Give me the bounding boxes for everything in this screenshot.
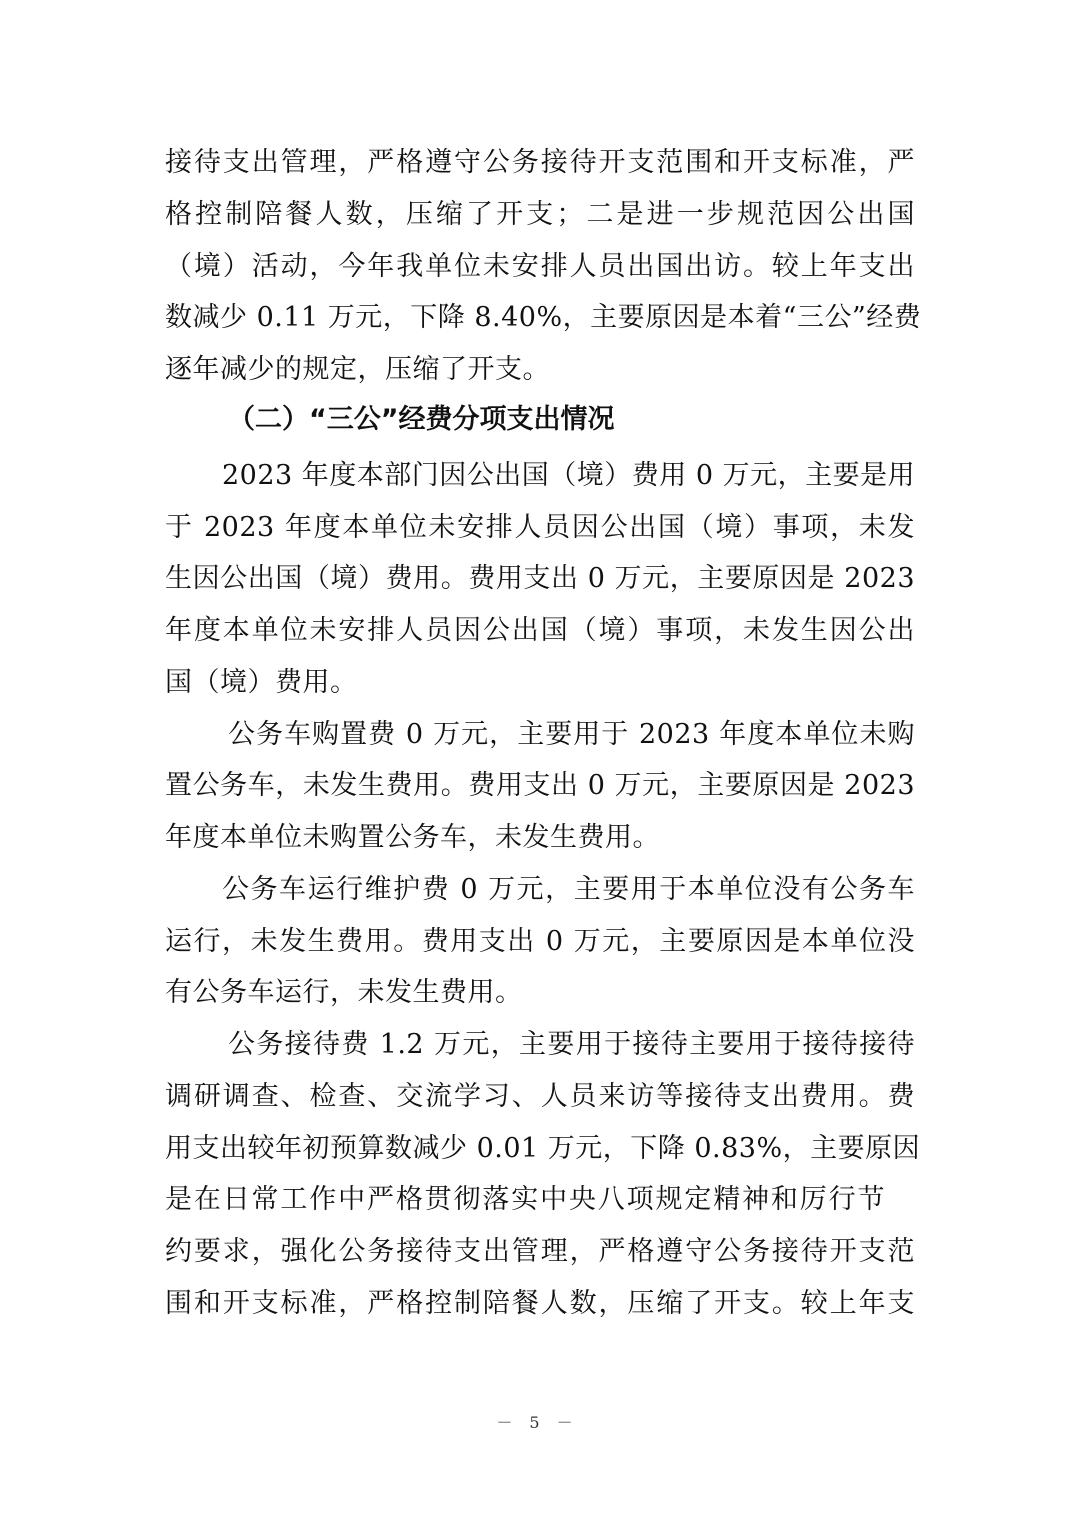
- paragraph-line: 年度本单位未购置公务车，未发生费用。: [165, 822, 660, 853]
- paragraph-line: 格控制陪餐人数，压缩了开支；二是进一步规范因公出国: [165, 199, 915, 230]
- paragraph-line: 于 2023 年度本单位未安排人员因公出国（境）事项，未发: [165, 512, 915, 543]
- paragraph-line: 2023 年度本部门因公出国（境）费用 0 万元，主要是用: [222, 460, 916, 491]
- paragraph-line: 调研调查、检查、交流学习、人员来访等接待支出费用。费: [165, 1081, 915, 1112]
- paragraph-line: 公务接待费 1.2 万元，主要用于接待主要用于接待接待: [228, 1029, 915, 1060]
- paragraph-line: 接待支出管理，严格遵守公务接待开支范围和开支标准，严: [165, 147, 915, 178]
- paragraph-line: 国（境）费用。: [165, 667, 358, 698]
- paragraph-line: 公务车运行维护费 0 万元，主要用于本单位没有公务车: [222, 874, 915, 905]
- paragraph-line: 生因公出国（境）费用。费用支出 0 万元，主要原因是 2023: [165, 563, 915, 594]
- paragraph-line: 约要求，强化公务接待支出管理，严格遵守公务接待开支范: [165, 1236, 915, 1267]
- paragraph-line: （境）活动，今年我单位未安排人员出国出访。较上年支出: [165, 251, 915, 282]
- section-heading: （二）“三公”经费分项支出情况: [228, 404, 615, 435]
- paragraph-line: 运行，未发生费用。费用支出 0 万元，主要原因是本单位没: [165, 926, 915, 957]
- paragraph-line: 围和开支标准，严格控制陪餐人数，压缩了开支。较上年支: [165, 1288, 915, 1319]
- paragraph-line: 年度本单位未安排人员因公出国（境）事项，未发生因公出: [165, 615, 915, 646]
- paragraph-line: 数减少 0.11 万元，下降 8.40%，主要原因是本着“三公”经费: [165, 302, 922, 333]
- paragraph-line: 用支出较年初预算数减少 0.01 万元，下降 0.83%，主要原因: [165, 1133, 921, 1164]
- page-number: － 5 －: [496, 1413, 579, 1432]
- paragraph-line: 逐年减少的规定，压缩了开支。: [165, 354, 550, 385]
- paragraph-line: 有公务车运行，未发生费用。: [165, 977, 523, 1008]
- paragraph-line: 是在日常工作中严格贯彻落实中央八项规定精神和厉行节: [165, 1184, 885, 1215]
- paragraph-line: 公务车购置费 0 万元，主要用于 2023 年度本单位未购: [228, 719, 915, 750]
- paragraph-line: 置公务车，未发生费用。费用支出 0 万元，主要原因是 2023: [165, 770, 915, 801]
